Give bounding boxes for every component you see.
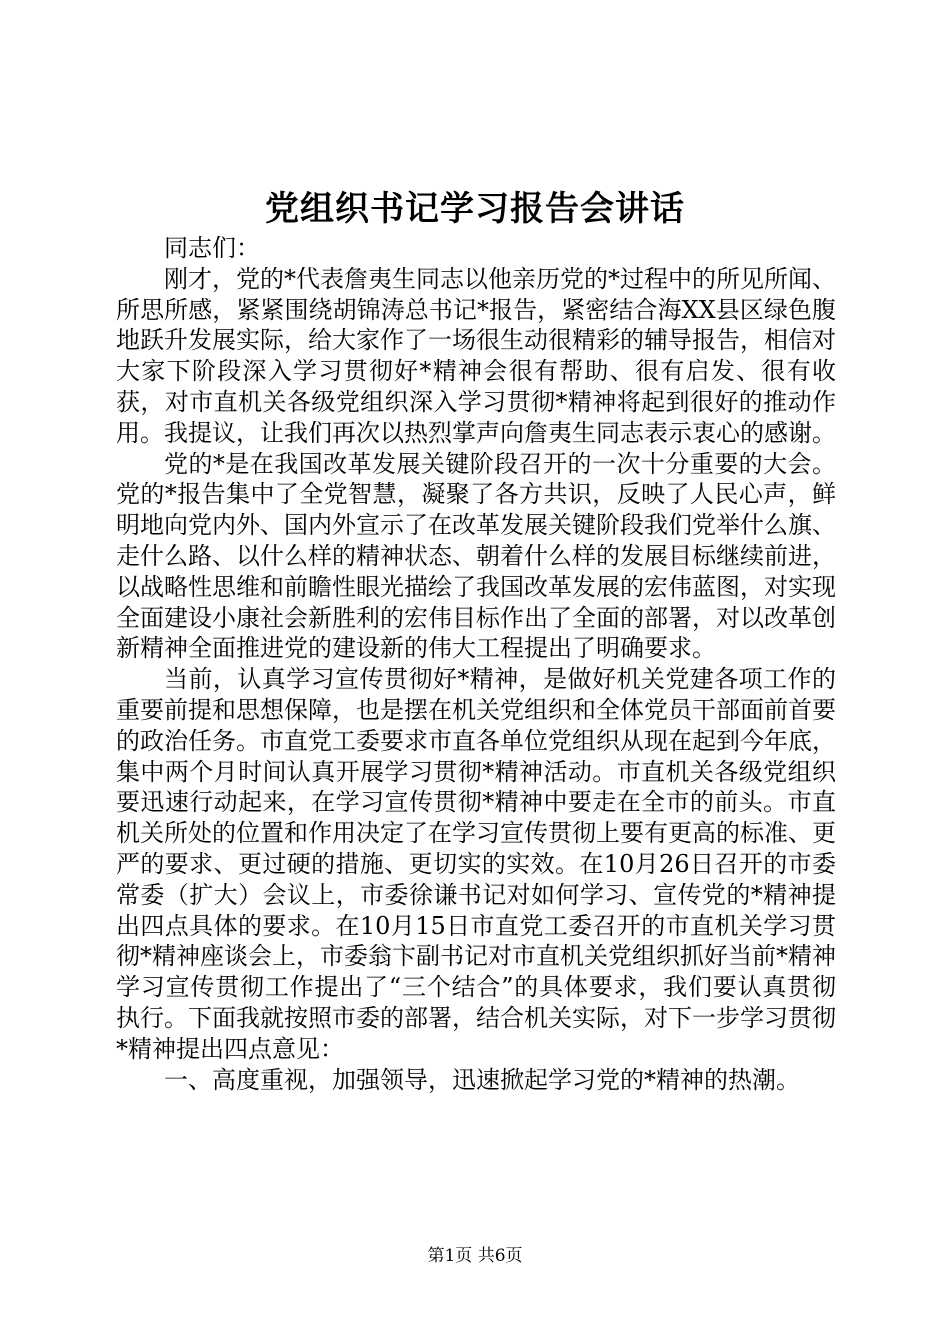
paragraph: 党的*是在我国改革发展关键阶段召开的一次十分重要的大会。党的*报告集中了全党智慧，凝聚了各方共识，反映了人民心声，鲜明地向党内外、国内外宣示了在改革发展关键阶段我们党举什么旗、走什么路、以什么样的精神状态、朝着什么样的发展目标继续前进，以战略性思维和前瞻性眼光描绘了我国改革发展的宏伟蓝图，对实现全面建设小康社会新胜利的宏伟目标作出了全面的部署，对以改革创新精神全面推进党的建设新的伟大工程提出了明确要求。 [116,449,836,663]
document-title: 党组织书记学习报告会讲话 [265,189,685,229]
paragraph-section-heading: 一、高度重视，加强领导，迅速掀起学习党的*精神的热潮。 [164,1065,800,1094]
paragraph: 当前，认真学习宣传贯彻好*精神，是做好机关党建各项工作的重要前提和思想保障，也是摆在机关党组织和全体党员干部面前首要的政治任务。市直党工委要求市直各单位党组织从现在起到今年底，集中两个月时间认真开展学习贯彻*精神活动。市直机关各级党组织要迅速行动起来，在学习宣传贯彻*精神中要走在全市的前头。市直机关所处的位置和作用决定了在学习宣传贯彻上要有更高的标准、更严的要求、更过硬的措施、更切实的实效。在10月26日召开的市委常委（扩大）会议上，市委徐谦书记对如何学习、宣传党的*精神提出四点具体的要求。在10月15日市直党工委召开的市直机关学习贯彻*精神座谈会上，市委翁卞副书记对市直机关党组织抓好当前*精神学习宣传贯彻工作提出了“三个结合”的具体要求，我们要认真贯彻执行。下面我就按照市委的部署，结合机关实际，对下一步学习贯彻*精神提出四点意见： [116,665,836,1063]
document-body [116,233,836,1095]
page-number-footer: 第1页 共6页 [427,1246,523,1266]
paragraph: 刚才，党的*代表詹夷生同志以他亲历党的*过程中的所见所闻、所思所感，紧紧围绕胡锦涛总书记*报告，紧密结合海XX县区绿色腹地跃升发展实际，给大家作了一场很生动很精彩的辅导报告，相信对大家下阶段深入学习贯彻好*精神会很有帮助、很有启发、很有收获，对市直机关各级党组织深入学习贯彻*精神将起到很好的推动作用。我提议，让我们再次以热烈掌声向詹夷生同志表示衷心的感谢。 [116,264,836,447]
paragraph-salutation: 同志们： [164,234,260,262]
